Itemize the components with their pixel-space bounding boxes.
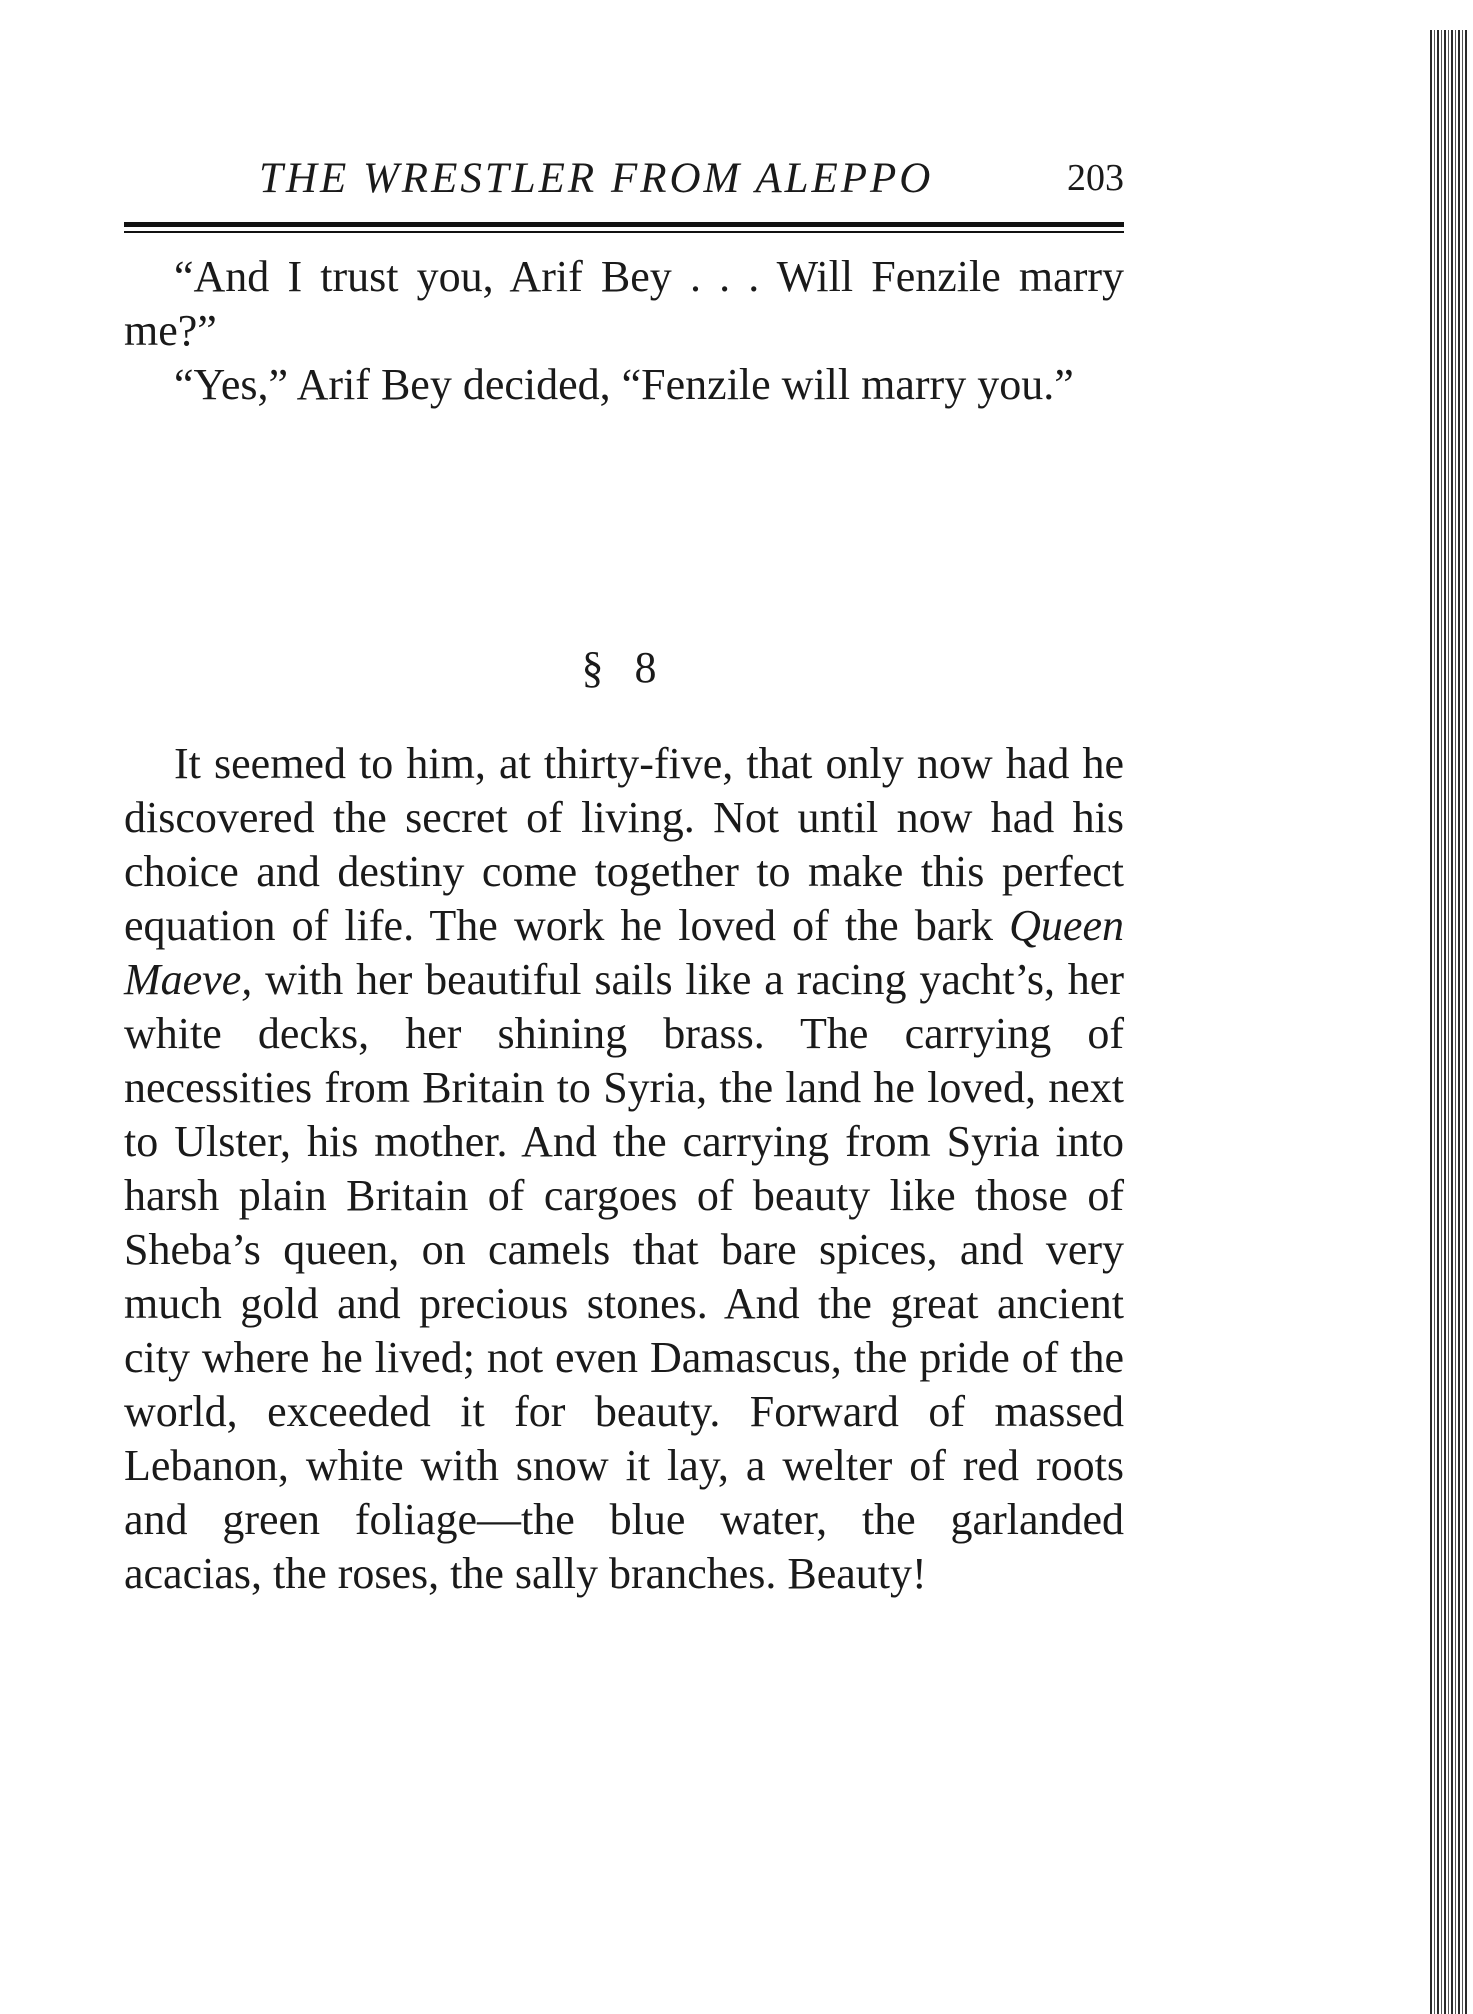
ship-name: Queen Maeve,	[124, 901, 1124, 1004]
body-text-end: with her beautiful sails like a racing yacht’s, her white decks, her shining brass. The carrying of necessities from Britain to Syria, the land he loved, next to Ulster, his mother. And the carrying from Syria into harsh plain Britain of cargoes of beauty like those of Sheba’s queen, on camels that bare spices, and very much gold and precious stones. And the great ancient city where he lived; not even Damascus, the pride of the world, exceeded it for beauty. Forward of massed Lebanon, white with snow it lay, a welter of red roots and green foliage—the blue water, the garlanded acacias, the roses, the sally branches. Beauty!	[124, 955, 1124, 1598]
header-rule-thick	[124, 222, 1124, 227]
body-text-start: It seemed to him, at thirty-five, that only now had he discovered the secret of living. Not until now had his choice and destiny come together to make this perfect equation of life. The work he loved of the bark	[124, 739, 1124, 950]
body-text-block	[124, 737, 1124, 1601]
body-paragraph	[124, 737, 1124, 1601]
section-mark: § 8	[581, 643, 667, 692]
page-number: 203	[1067, 157, 1124, 199]
dialogue-paragraph: “Yes,” Arif Bey decided, “Fenzile will marry you.”	[174, 360, 1074, 409]
page-edge-scan-artifact	[1430, 30, 1468, 2014]
dialogue-paragraph: “And I trust you, Arif Bey . . . Will Fenzile marry me?”	[124, 252, 1124, 355]
running-head	[124, 154, 1124, 214]
header-rule-thin	[124, 231, 1124, 233]
dialogue-block	[124, 250, 1124, 412]
running-title: THE WRESTLER FROM ALEPPO	[259, 155, 934, 202]
